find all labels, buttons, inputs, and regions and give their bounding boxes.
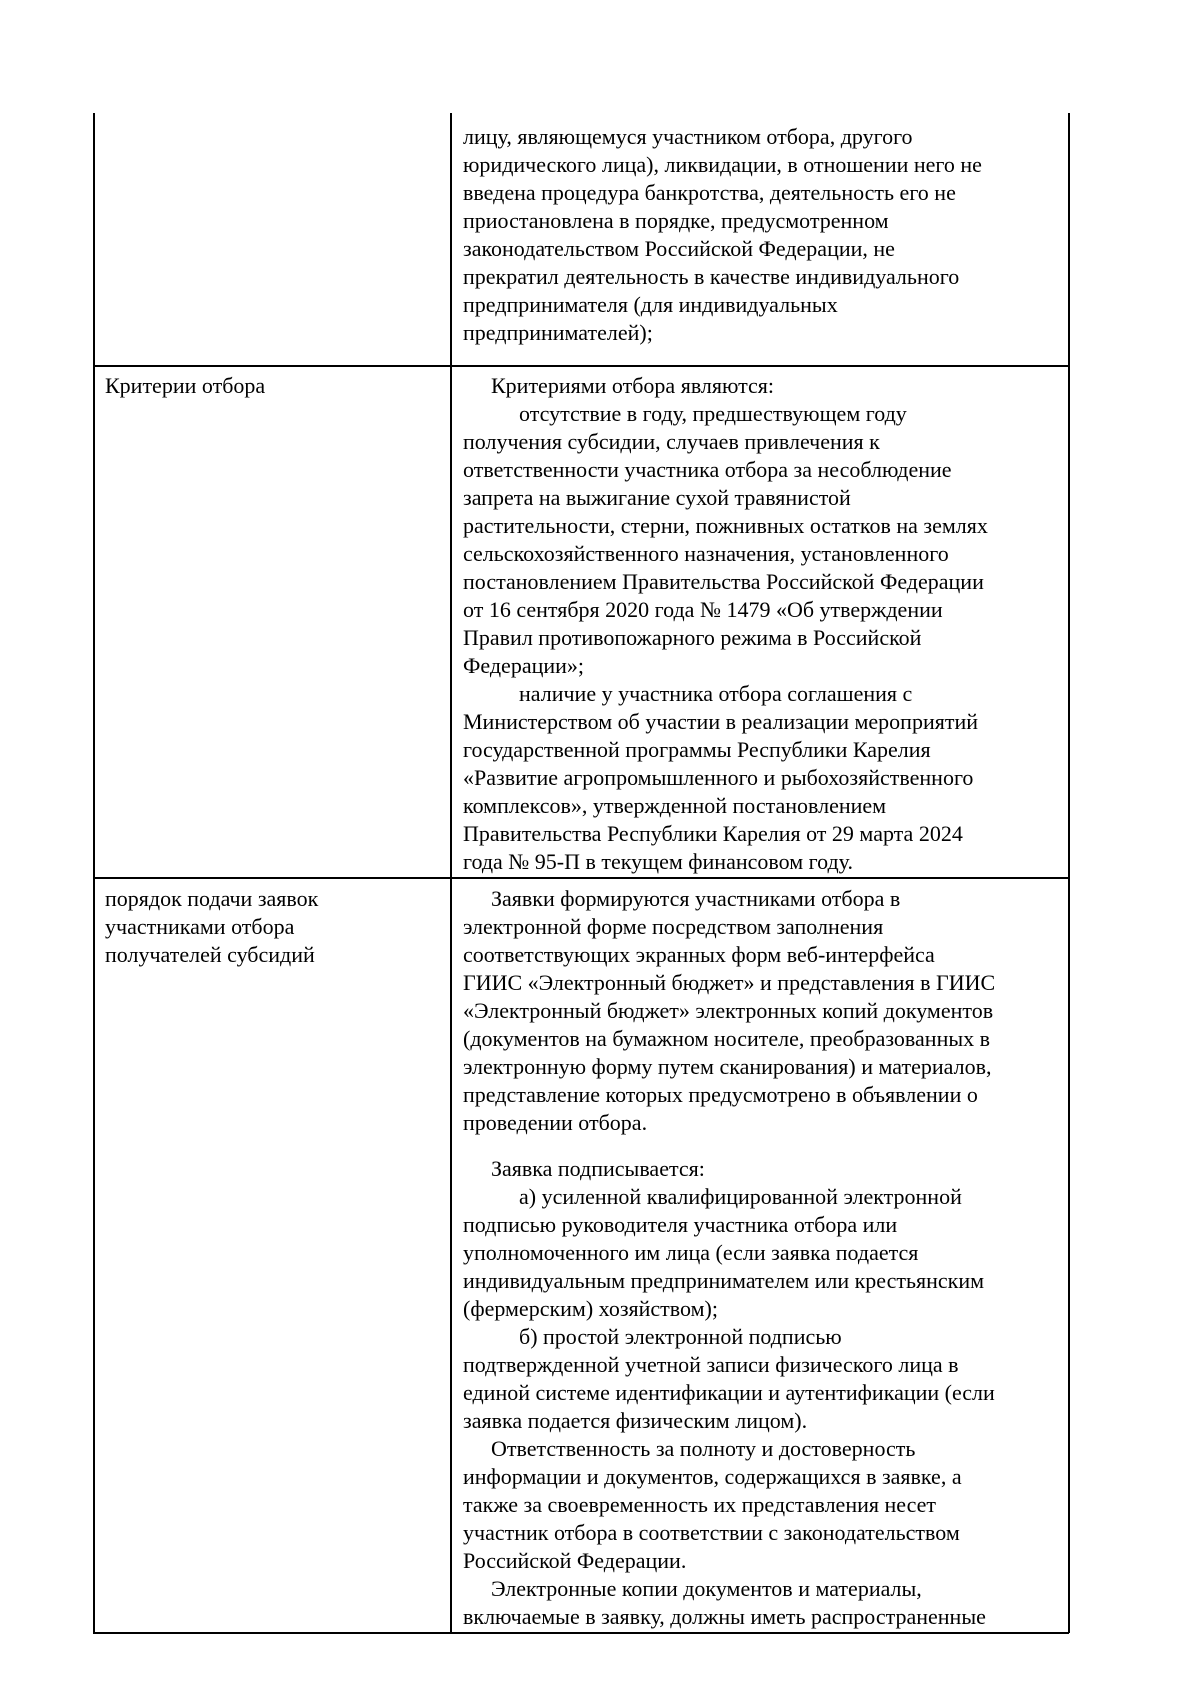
criteria-line: запрета на выжигание сухой травянистой	[463, 485, 851, 510]
criteria-line: «Развитие агропромышленного и рыбохозяйственного	[463, 765, 974, 790]
sign-a-line: индивидуальным предпринимателем или крестьянским	[463, 1268, 985, 1293]
row-divider-2	[93, 877, 1069, 879]
criteria-intro: Критериями отбора являются:	[491, 373, 775, 398]
procedure-line: Заявки формируются участниками отбора в	[491, 886, 901, 911]
criteria-line: государственной программы Республики Карелия	[463, 737, 931, 762]
procedure-line: электронную форму путем сканирования) и материалов,	[463, 1054, 992, 1079]
responsibility-line: также за своевременность их представления несет	[463, 1492, 936, 1517]
sign-a-line: подписью руководителя участника отбора или	[463, 1212, 898, 1237]
row3-label-line: порядок подачи заявок	[105, 886, 319, 911]
procedure-line: электронной форме посредством заполнения	[463, 914, 884, 939]
copies-line: включаемые в заявку, должны иметь распространенные	[463, 1604, 986, 1629]
sign-intro: Заявка подписывается:	[491, 1156, 705, 1181]
criteria-line: Правительства Республики Карелия от 29 марта 2024	[463, 821, 963, 846]
row1-line: предпринимателей);	[463, 320, 653, 345]
responsibility-line: Ответственность за полноту и достоверность	[491, 1436, 916, 1461]
row-divider-1	[93, 365, 1069, 367]
procedure-line: ГИИС «Электронный бюджет» и представления в ГИИС	[463, 970, 996, 995]
criteria-line: Федерации»;	[463, 653, 585, 678]
row2-label: Критерии отбора	[105, 373, 266, 398]
table-left-border	[93, 113, 95, 1633]
row3-label-line: получателей субсидий	[105, 942, 315, 967]
row1-line: лицу, являющемуся участником отбора, другого	[463, 124, 913, 149]
criteria-line: получения субсидии, случаев привлечения к	[463, 429, 880, 454]
sign-b-line: заявка подается физическим лицом).	[463, 1408, 808, 1433]
responsibility-line: участник отбора в соответствии с законодательством	[463, 1520, 960, 1545]
procedure-line: «Электронный бюджет» электронных копий документов	[463, 998, 994, 1023]
responsibility-line: информации и документов, содержащихся в заявке, а	[463, 1464, 962, 1489]
criteria-line: постановлением Правительства Российской Федерации	[463, 569, 984, 594]
row3-right-cell	[463, 885, 1058, 1631]
sign-a-line: уполномоченного им лица (если заявка подается	[463, 1240, 919, 1265]
row1-line: прекратил деятельность в качестве индивидуального	[463, 264, 960, 289]
sign-a-line: а) усиленной квалифицированной электронной	[519, 1184, 962, 1209]
row1-line: приостановлена в порядке, предусмотренном	[463, 208, 889, 233]
row3-label	[105, 885, 435, 969]
row3-label-line: участниками отбора	[105, 914, 295, 939]
criteria-line: Правил противопожарного режима в Российской	[463, 625, 922, 650]
sign-b-line: подтвержденной учетной записи физического лица в	[463, 1352, 959, 1377]
criteria-line: отсутствие в году, предшествующем году	[519, 401, 907, 426]
row1-line: юридического лица), ликвидации, в отношении него не	[463, 152, 982, 177]
row1-line: предпринимателя (для индивидуальных	[463, 292, 838, 317]
criteria-line: Министерством об участии в реализации мероприятий	[463, 709, 979, 734]
row1-line: введена процедура банкротства, деятельность его не	[463, 180, 956, 205]
criteria-line: от 16 сентября 2020 года № 1479 «Об утверждении	[463, 597, 943, 622]
sign-b-line: единой системе идентификации и аутентификации (если	[463, 1380, 995, 1405]
table-right-border	[1068, 113, 1070, 1633]
table-column-divider	[450, 113, 452, 1633]
row2-right-cell	[463, 372, 1058, 876]
procedure-line: (документов на бумажном носителе, преобразованных в	[463, 1026, 991, 1051]
table-bottom-border	[93, 1632, 1069, 1634]
criteria-line: ответственности участника отбора за несоблюдение	[463, 457, 952, 482]
responsibility-line: Российской Федерации.	[463, 1548, 687, 1573]
row1-right-cell	[463, 123, 1058, 347]
row1-line: законодательством Российской Федерации, не	[463, 236, 895, 261]
procedure-line: представление которых предусмотрено в объявлении о	[463, 1082, 978, 1107]
criteria-line: года № 95-П в текущем финансовом году.	[463, 849, 853, 874]
procedure-line: соответствующих экранных форм веб-интерфейса	[463, 942, 935, 967]
copies-line: Электронные копии документов и материалы,	[491, 1576, 922, 1601]
criteria-line: растительности, стерни, пожнивных остатков на землях	[463, 513, 988, 538]
procedure-line: проведении отбора.	[463, 1110, 648, 1135]
criteria-line: комплексов», утвержденной постановлением	[463, 793, 887, 818]
criteria-line: наличие у участника отбора соглашения с	[519, 681, 913, 706]
sign-b-line: б) простой электронной подписью	[519, 1324, 842, 1349]
sign-a-line: (фермерским) хозяйством);	[463, 1296, 718, 1321]
criteria-line: сельскохозяйственного назначения, установленного	[463, 541, 949, 566]
